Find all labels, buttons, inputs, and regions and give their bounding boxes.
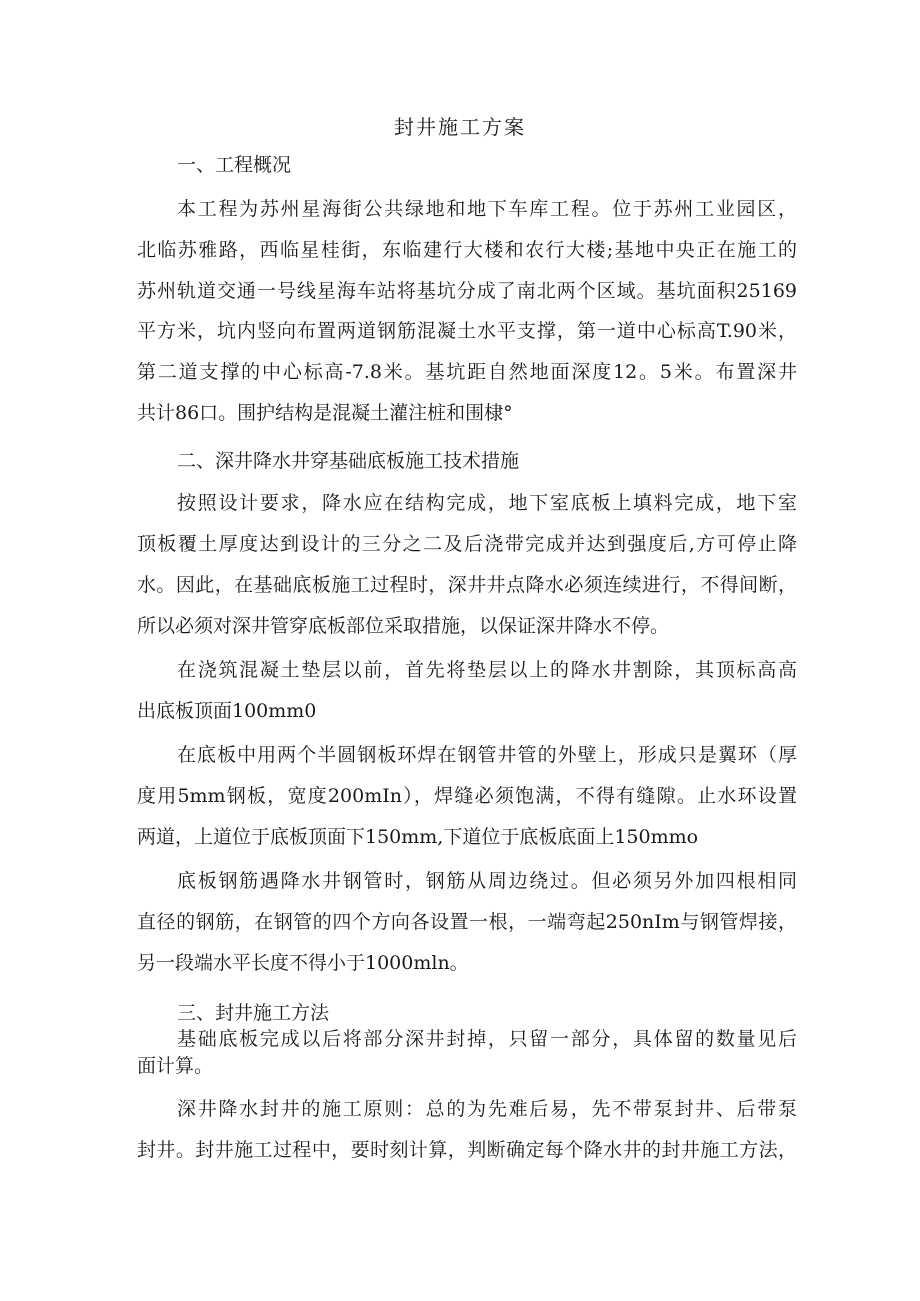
paragraph-line: 在浇筑混凝土垫层以前，首先将垫层以上的降水井割除，其顶标高高 — [177, 659, 797, 681]
paragraph-line: 第二道支撑的中心标高-7.8米。基坑距自然地面深度12。5米。布置深井 — [137, 361, 797, 383]
paragraph-line: 封井。封井施工过程中，要时刻计算，判断确定每个降水井的封井施工方法， — [137, 1139, 797, 1161]
paragraph-line: 平方米，坑内竖向布置两道钢筋混凝土水平支撑，第一道中心标高T.90米， — [137, 320, 797, 342]
paragraph-line: 直径的钢筋，在钢管的四个方向各设置一根，一端弯起250nIm与钢管焊接， — [137, 911, 797, 933]
section-heading-overview: 一、工程概况 — [177, 154, 292, 176]
section-heading-method: 三、封井施工方法 — [177, 1002, 330, 1024]
paragraph-line: 本工程为苏州星海街公共绿地和地下车库工程。位于苏州工业园区， — [177, 198, 797, 220]
paragraph-line: 另一段端水平长度不得小于1000mln。 — [137, 952, 469, 974]
section-heading-measures: 二、深井降水井穿基础底板施工技术措施 — [177, 450, 520, 472]
paragraph-line: 在底板中用两个半圆钢板环焊在钢管井管的外壁上，形成只是翼环（厚 — [177, 744, 797, 766]
paragraph-line: 苏州轨道交通一号线星海车站将基坑分成了南北两个区域。基坑面积25169 — [137, 280, 797, 302]
paragraph-line: 出底板顶面100mm0 — [137, 700, 317, 722]
paragraph-line: 按照设计要求，降水应在结构完成，地下室底板上填料完成，地下室 — [177, 492, 797, 514]
paragraph-line: 共计86口。围护结构是混凝土灌注桩和围棣° — [137, 402, 513, 424]
paragraph-line: 水。因此，在基础底板施工过程时，深井井点降水必须连续进行，不得间断， — [137, 574, 797, 596]
paragraph-line: 北临苏雅路，西临星桂街，东临建行大楼和农行大楼;基地中央正在施工的 — [137, 239, 797, 261]
document-title: 封井施工方案 — [394, 115, 526, 139]
paragraph-line: 两道，上道位于底板顶面下150mm,下道位于底板底面上150mmo — [137, 826, 699, 848]
paragraph-line: 深井降水封井的施工原则：总的为先难后易，先不带泵封井、后带泵 — [177, 1098, 797, 1120]
paragraph-line: 基础底板完成以后将部分深井封掉，只留一部分，具体留的数量见后 — [177, 1028, 797, 1050]
paragraph-line: 面计算。 — [137, 1055, 214, 1077]
paragraph-line: 底板钢筋遇降水井钢管时，钢筋从周边绕过。但必须另外加四根相同 — [177, 870, 797, 892]
paragraph-line: 顶板覆土厚度达到设计的三分之二及后浇带完成并达到强度后,方可停止降 — [137, 533, 797, 555]
paragraph-line: 度用5mm钢板，宽度200mIn），焊缝必须饱满，不得有缝隙。止水环设置 — [137, 785, 797, 807]
paragraph-line: 所以必须对深井管穿底板部位采取措施，以保证深井降水不停。 — [137, 615, 670, 637]
